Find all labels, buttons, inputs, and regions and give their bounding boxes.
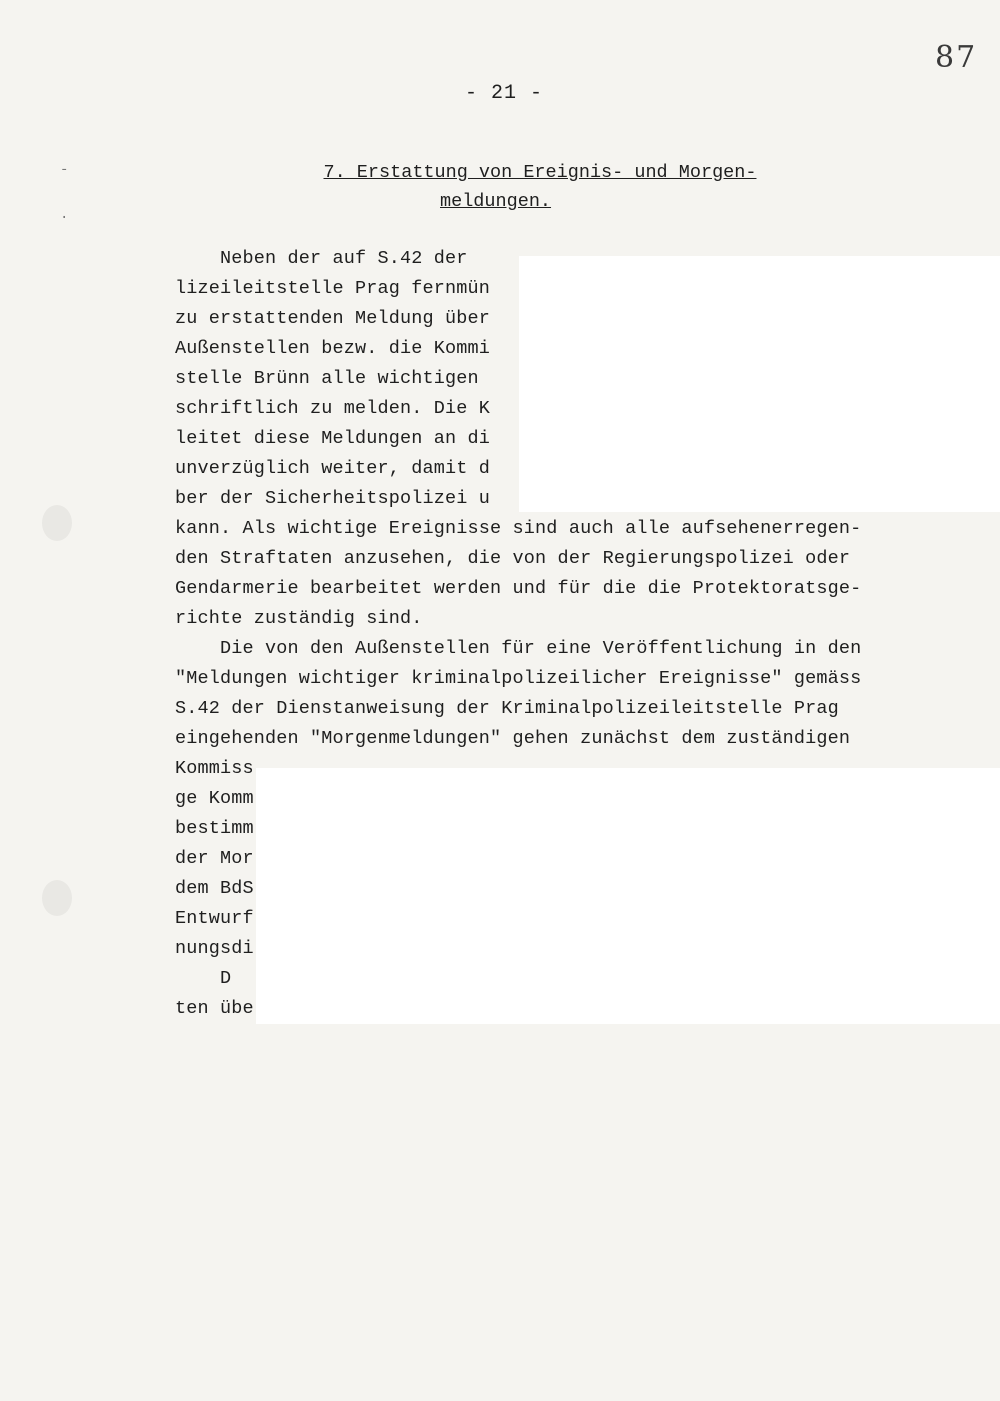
text-line: Kommiss xyxy=(175,758,254,779)
text-line: ten übe xyxy=(175,998,254,1019)
margin-mark: - xyxy=(60,162,69,178)
text-line: der Mor xyxy=(175,848,254,869)
text-line: kann. Als wichtige Ereignisse sind auch alle aufsehenerregen- xyxy=(175,518,862,539)
text-line: Neben der auf S.42 der xyxy=(175,248,468,269)
punch-hole xyxy=(42,505,72,541)
margin-mark: · xyxy=(60,210,69,226)
text-line: ber der Sicherheitspolizei u xyxy=(175,488,491,509)
text-line: ge Komm xyxy=(175,788,254,809)
text-line: leitet diese Meldungen an di xyxy=(175,428,491,449)
text-line: eingehenden "Morgenmeldungen" gehen zunächst dem zuständigen xyxy=(175,728,851,749)
folio-number: 87 xyxy=(935,40,978,75)
text-line: "Meldungen wichtiger kriminalpolizeilicher Ereignisse" gemäss xyxy=(175,668,862,689)
text-line: lizeileitstelle Prag fernmün xyxy=(175,278,491,299)
text-line: stelle Brünn alle wichtigen xyxy=(175,368,479,389)
text-line: den Straftaten anzusehen, die von der Regierungspolizei oder xyxy=(175,548,851,569)
text-line: Die von den Außenstellen für eine Veröffentlichung in den xyxy=(175,638,862,659)
text-line: S.42 der Dienstanweisung der Kriminalpolizeileitstelle Prag xyxy=(175,698,839,719)
text-line: Außenstellen bezw. die Kommi xyxy=(175,338,491,359)
text-line: richte zuständig sind. xyxy=(175,608,423,629)
section-heading xyxy=(300,158,780,216)
heading-line-2: meldungen. xyxy=(440,191,552,212)
redaction-block xyxy=(519,256,1000,512)
text-line: D xyxy=(175,968,232,989)
text-line: bestimm xyxy=(175,818,254,839)
text-line: dem BdS xyxy=(175,878,254,899)
punch-hole xyxy=(42,880,72,916)
text-line: schriftlich zu melden. Die K xyxy=(175,398,491,419)
redaction-block xyxy=(256,768,1000,1024)
heading-line-1: 7. Erstattung von Ereignis- und Morgen- xyxy=(323,162,757,183)
text-line: Gendarmerie bearbeitet werden und für die die Protektoratsge- xyxy=(175,578,862,599)
text-line: zu erstattenden Meldung über xyxy=(175,308,491,329)
text-line: nungsdi xyxy=(175,938,254,959)
page-number: - 21 - xyxy=(465,82,544,105)
text-line: Entwurf xyxy=(175,908,254,929)
text-line: unverzüglich weiter, damit d xyxy=(175,458,491,479)
